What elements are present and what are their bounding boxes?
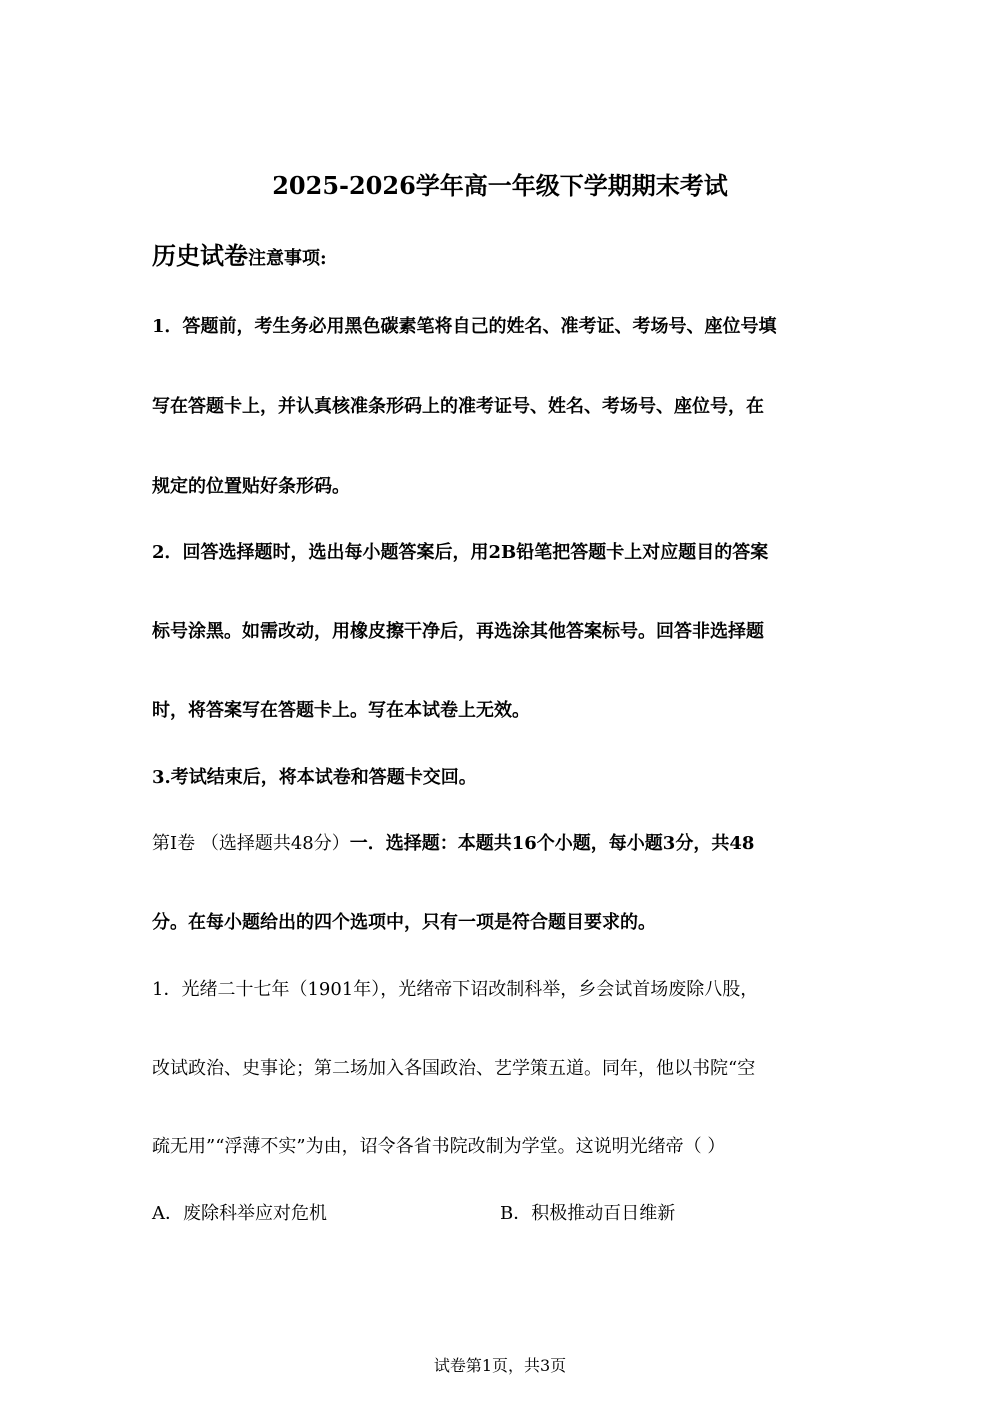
subject-title: 历史试卷 <box>152 241 248 270</box>
question-1-line-3: 疏无用”“浮薄不实”为由，诏令各省书院改制为学堂。这说明光绪帝（ ） <box>152 1136 726 1157</box>
instruction-line-4: 2．回答选择题时，选出每小题答案后，用2B铅笔把答题卡上对应题目的答案 <box>152 542 769 563</box>
section-heading-line-2: 分。在每小题给出的四个选项中，只有一项是符合题目要求的。 <box>152 912 656 933</box>
section-heading: 一．选择题：本题共16个小题，每小题3分，共48 <box>349 833 755 854</box>
question-1-option-b: B．积极推动百日维新 <box>500 1203 676 1224</box>
section-heading-line-1 <box>152 831 754 857</box>
subject-notice-line <box>152 243 327 272</box>
exam-title: 2025-2026学年高一年级下学期期末考试 <box>272 171 728 200</box>
question-1-line-2: 改试政治、史事论；第二场加入各国政治、艺学策五道。同年，他以书院“空 <box>152 1058 756 1079</box>
page-footer: 试卷第1页，共3页 <box>433 1356 567 1375</box>
instruction-line-5: 标号涂黑。如需改动，用橡皮擦干净后，再选涂其他答案标号。回答非选择题 <box>152 621 764 642</box>
instruction-line-7: 3.考试结束后，将本试卷和答题卡交回。 <box>152 767 477 788</box>
question-1-option-a: A．废除科举应对危机 <box>152 1203 327 1224</box>
instruction-line-2: 写在答题卡上，并认真核准条形码上的准考证号、姓名、考场号、座位号，在 <box>152 396 764 417</box>
notice-heading: 注意事项: <box>248 248 327 269</box>
instruction-line-6: 时，将答案写在答题卡上。写在本试卷上无效。 <box>152 700 530 721</box>
instruction-line-1: 1．答题前，考生务必用黑色碳素笔将自己的姓名、准考证、考场号、座位号填 <box>152 316 777 337</box>
question-1-line-1: 1．光绪二十七年（1901年），光绪帝下诏改制科举，乡会试首场废除八股， <box>152 979 759 1000</box>
section-label: 第I卷 （选择题共48分） <box>152 833 350 854</box>
instruction-line-3: 规定的位置贴好条形码。 <box>152 476 350 497</box>
